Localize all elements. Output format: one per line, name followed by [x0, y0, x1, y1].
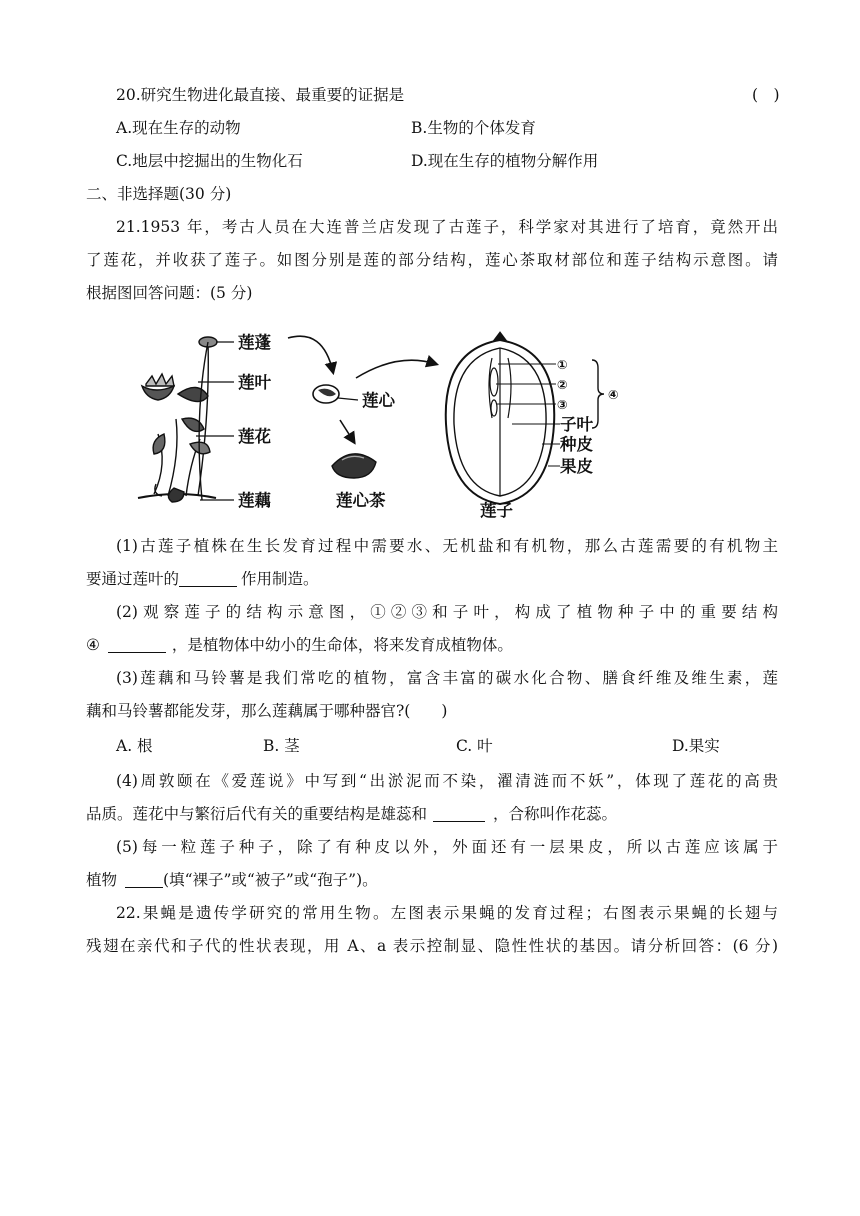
q21-part5-line2 [86, 870, 378, 890]
q21-part1-line2 [86, 569, 319, 589]
arrow-to-lianxincha [340, 420, 354, 442]
q21-part1-line1: (1)古莲子植株在生长发育过程中需要水、无机盐和有机物，那么古莲需要的有机物主 [116, 537, 778, 555]
label-lianou: 莲藕 [238, 491, 271, 510]
q21-part4-text-b: ，合称叫作花蕊。 [493, 805, 618, 823]
q21-intro-line3: 根据图回答问题：(5 分) [86, 284, 253, 302]
q20-stem: 20.研究生物进化最直接、最重要的证据是 [116, 86, 405, 104]
label-lianye: 莲叶 [238, 373, 271, 392]
q21-part2-line2 [86, 635, 513, 655]
q21-part3-option-d: D.果实 [672, 737, 720, 755]
answer-blank-5[interactable] [125, 871, 163, 888]
answer-blank-2[interactable] [108, 636, 166, 653]
q21-part3-line1: (3)莲藕和马铃薯是我们常吃的植物，富含丰富的碳水化合物、膳食纤维及维生素，莲 [116, 669, 778, 687]
q20-answer-paren: ( ) [752, 86, 780, 104]
lotus-structure-figure [128, 324, 628, 520]
q20-option-b: B.生物的个体发育 [411, 119, 536, 137]
q21-part2-text-a: ④ [86, 636, 100, 654]
lianzi-section-drawing [446, 332, 555, 504]
label-guopi: 果皮 [560, 457, 593, 476]
answer-blank-1[interactable] [179, 570, 237, 587]
q21-part4-line2 [86, 804, 617, 824]
q22-line1: 22.果蝇是遗传学研究的常用生物。左图表示果蝇的发育过程；右图表示果蝇的长翅与 [116, 904, 778, 922]
q22-line2: 残翅在亲代和子代的性状表现，用 A、a 表示控制显、隐性性状的基因。请分析回答：(6 分) [86, 937, 778, 955]
arrow-to-lianzi [356, 360, 436, 378]
label-lianxin: 莲心 [362, 391, 395, 410]
q21-part4-line1: (4)周敦颐在《爱莲说》中写到“出淤泥而不染，濯清涟而不妖”，体现了莲花的高贵 [116, 772, 778, 790]
q21-part2-line1: (2)观察莲子的结构示意图，①②③和子叶，构成了植物种子中的重要结构 [116, 603, 778, 621]
q21-part3-option-c: C. 叶 [456, 737, 493, 755]
q21-intro-line2: 了莲花，并收获了莲子。如图分别是莲的部分结构，莲心茶取材部位和莲子结构示意图。请 [86, 251, 778, 269]
label-lianhua: 莲花 [238, 427, 271, 446]
q21-part3-option-b: B. 茎 [263, 737, 300, 755]
q21-part5-text-a: 植物 [86, 871, 118, 889]
q21-part1-text-b: 作用制造。 [241, 570, 319, 588]
label-part-4: ④ [608, 387, 619, 402]
q20-option-c: C.地层中挖掘出的生物化石 [116, 152, 303, 170]
label-part-2: ② [557, 377, 568, 392]
label-part-1: ① [557, 357, 568, 372]
arrow-to-lianxin [288, 336, 333, 372]
label-lianxincha: 莲心茶 [336, 491, 386, 510]
q21-part5-line1: (5)每一粒莲子种子，除了有种皮以外，外面还有一层果皮，所以古莲应该属于 [116, 838, 778, 856]
q21-part3-line2: 藕和马铃薯都能发芽，那么莲藕属于哪种器官?( ) [86, 702, 448, 720]
label-zhongpi: 种皮 [560, 435, 593, 454]
q20-option-d: D.现在生存的植物分解作用 [411, 152, 599, 170]
q21-part1-text-a: 要通过莲叶的 [86, 570, 180, 588]
q21-intro-line1: 21.1953 年，考古人员在大连普兰店发现了古莲子，科学家对其进行了培育，竟然开出 [116, 218, 778, 236]
label-lianpeng: 莲蓬 [238, 333, 271, 352]
q21-part4-text-a: 品质。莲花中与繁衍后代有关的重要结构是雄蕊和 [86, 805, 428, 823]
q21-part2-text-b: ，是植物体中幼小的生命体，将来发育成植物体。 [171, 636, 513, 654]
q21-part5-text-b: (填“裸子”或“被子”或“孢子”)。 [163, 871, 378, 889]
lianxincha-drawing [332, 454, 376, 478]
section-heading: 二、非选择题(30 分) [86, 185, 232, 203]
brace-icon [592, 360, 604, 428]
q21-part3-option-a: A. 根 [116, 737, 153, 755]
q20-option-a: A.现在生存的动物 [116, 119, 241, 137]
label-lianzi: 莲子 [480, 501, 513, 520]
lianxin-drawing [313, 385, 339, 403]
answer-blank-4[interactable] [433, 805, 485, 822]
label-ziye: 子叶 [560, 415, 593, 434]
label-part-3: ③ [557, 397, 568, 412]
